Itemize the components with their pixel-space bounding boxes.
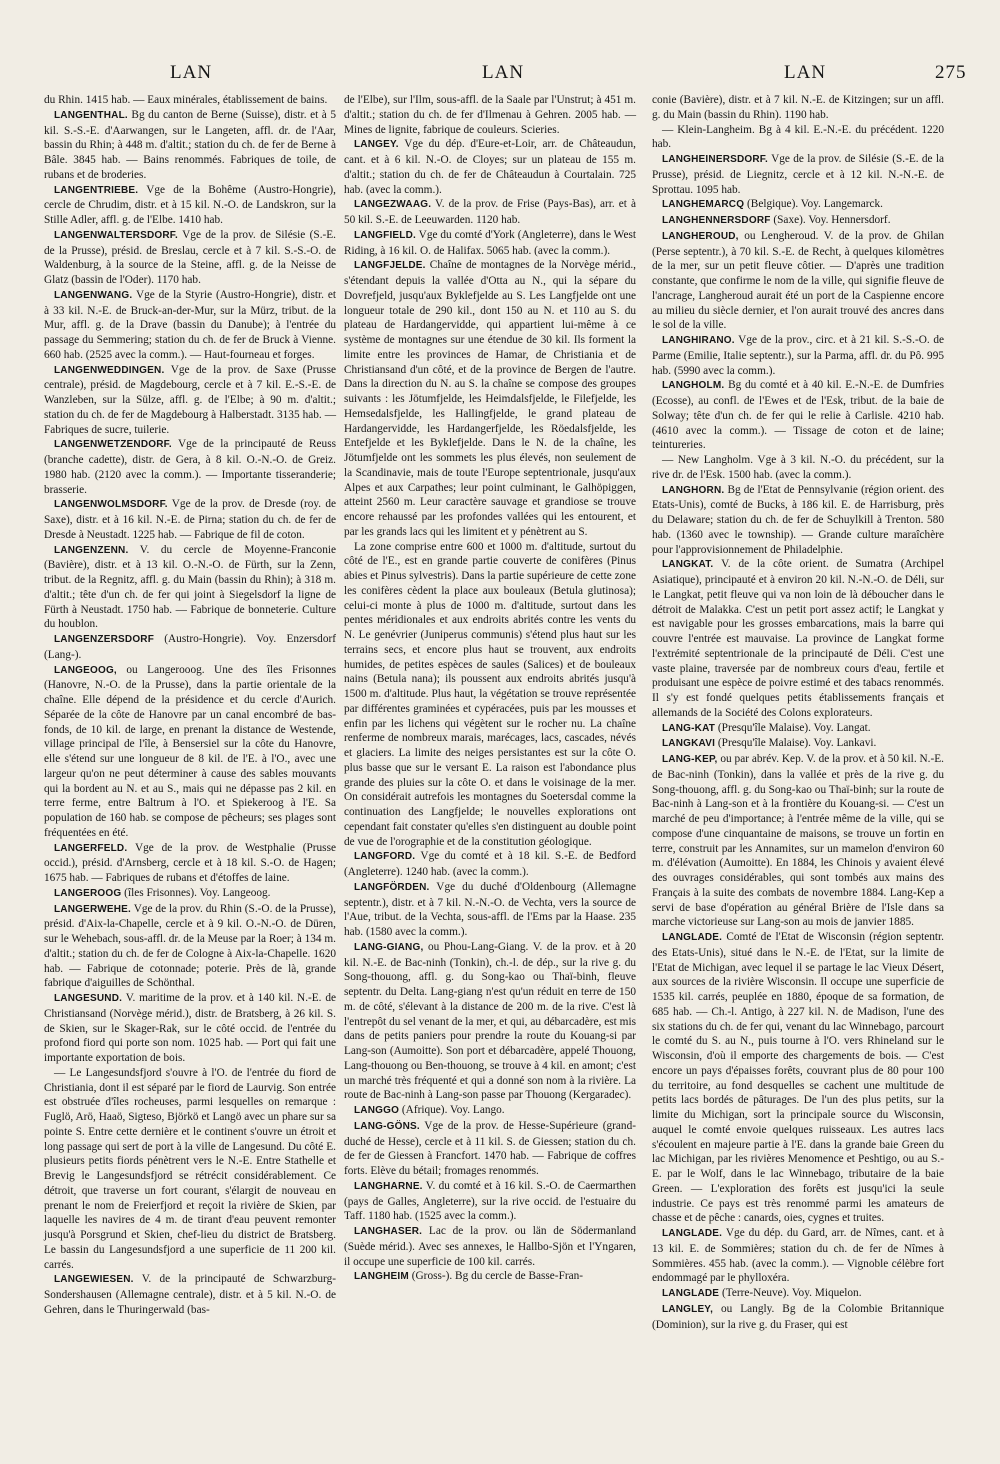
entry-headword: LANG-GIANG, bbox=[354, 941, 424, 953]
entry-text: — New Langholm. Vge à 3 kil. N.-O. du précédent, sur la rive dr. de l'Esk. 1500 hab. (avec la comm.). bbox=[652, 454, 944, 481]
entry-text: Bg du canton de Berne (Suisse), distr. et à 5 kil. S.-S.-E. d'Aarwangen, sur le Langeten, affl. dr. de l'Aar, bassin du Rhin; à 448 m. d'altit.; station du ch. de fer de Berne à Bâle. 3845 hab. — Bains renommés. Fabriques de toile, de rubans et de broderies. bbox=[44, 108, 336, 181]
entry-headword: LANGENZERSDORF bbox=[54, 634, 155, 645]
entry-headword: LANGENWOLMSDORF. bbox=[54, 499, 168, 511]
entry-headword: LANGHEIM bbox=[354, 1271, 409, 1283]
entry-headword: LANGHEROUD, bbox=[662, 230, 739, 242]
entry-headword: LANGFIELD. bbox=[354, 229, 416, 241]
entry-headword: LANGFJELDE. bbox=[354, 260, 426, 272]
entry-text: La zone comprise entre 600 et 1000 m. d'altitude, surtout du côté de l'E., est en grande partie couverte de conifères (Pinus abies et Pinus sylvestris). Dans la partie supérieure de cette zone les conifères cèdent la place aux bouleaux (Betula glutinosa); celui-ci monte à plus de 1000 m. d'altitude, surtout dans les pentes méridionales et aux endroits abrités contre les vents du N. Le genévrier (Juniperus communis) s'étend plus haut sur les terrains secs, et encore plus haut se trouvent, aux endroits humides, de petites espèces de saules (Salices) et de bouleaux nains (Betula nana); ils poussent aux endroits abrités jusqu'à 1500 m. d'altitude. Plus haut, la végétation se trouve représentée par différentes graminées et cypéracées, puis par les mousses et enfin par les lichens qui végètent sur le rocher nu. La chaîne renferme de nombreux marais, marécages, lacs, cascades, névés et glaciers. La limite des neiges persistantes est sur la côte O. plus basse que sur le versant E. La raison est l'abondance plus grande des pluies sur la côte O. et dans le voisinage de la mer. On considérait autrefois les montagnes du Soetersdal comme la continuation des Langfjelde; le nouvelles explorations ont cependant fait constater qu'elles s'en distinguent au double point de vue de l'orographie et de la constitution géologique. bbox=[344, 540, 636, 848]
entry-headword: LANGKAVI bbox=[662, 738, 716, 750]
entry-text: conie (Bavière), distr. et à 7 kil. N.-E. de Kitzingen; sur un affl. g. du Main (bassin du Rhin). 1190 hab. bbox=[652, 94, 944, 121]
entry-headword: LANGHIRANO. bbox=[662, 335, 735, 346]
entry-text: ou Lengheroud. V. de la prov. de Ghilan (Perse septentr.), à 70 kil. S.-E. de Recht, à quelques kilomètres de la mer, sur un petit fleuve côtier. — D'après une tradition constante, que confirme le nom de la ville, qui signifie fleuve de l'ancrage, Langheroud aurait été un port de la Caspienne encore au milieu du siècle dernier, et l'on aurait trouvé des ancres dans le sol de la ville. bbox=[652, 229, 944, 332]
text-column-2 bbox=[344, 93, 636, 1285]
entry-headword: LANGERWEHE. bbox=[54, 903, 132, 915]
dictionary-entry bbox=[344, 940, 636, 1103]
dictionary-entry bbox=[44, 93, 336, 108]
dictionary-entry bbox=[44, 632, 336, 663]
dictionary-entry bbox=[652, 197, 944, 213]
entry-text: du Rhin. 1415 hab. — Eaux minérales, établissement de bains. bbox=[44, 94, 328, 106]
dictionary-entry bbox=[344, 258, 636, 539]
entry-text: V. de la côte orient. de Sumatra (Archipel Asiatique), principauté et à environ 20 kil. N.-N.-O. de Déli, sur le Langkat, petit fleuve qui va non loin de là déboucher dans le détroit de Malakka. C'est un petit port assez actif; le Langkat y est navigable pour les grosses embarcations, mais la barre qui couvre l'entrée est mauvaise. La province de Langkat forme l'extrémité septentrionale de la principauté de Déli. C'est une vaste plaine, traversée par de nombreux cours d'eau, fertile et produisant une espèce de poivre estimé et des tabacs renommés. Il s'y est fondé quelques petits établissements français et allemands de la Société des Colons explorateurs. bbox=[652, 558, 944, 719]
entry-text: ou Langly. Bg de la Colombie Britannique (Dominion), sur la rive g. du Fraser, qui est bbox=[652, 1302, 944, 1331]
entry-headword: LANGHEINERSDORF. bbox=[662, 154, 768, 165]
entry-text: Vge de la prov. de Silésie (S.-E. de la Prusse), présid. de Breslau, cercle et à 7 kil. S.-S.-O. de Waldenburg, à la source de la Steine, affl. g. de la Neisse de Glatz (bassin de l'Oder). 1170 hab. bbox=[44, 228, 336, 286]
dictionary-entry bbox=[344, 1269, 636, 1285]
dictionary-entry bbox=[652, 721, 944, 737]
dictionary-entry bbox=[44, 497, 336, 542]
entry-headword: LANGHOLM. bbox=[662, 380, 725, 392]
dictionary-entry bbox=[44, 1272, 336, 1317]
dictionary-entry bbox=[44, 363, 336, 438]
dictionary-entry bbox=[44, 841, 336, 886]
entry-text: (Presqu'île Malaise). Voy. Langat. bbox=[715, 721, 871, 734]
dictionary-entry bbox=[652, 378, 944, 453]
entry-text: Bg de l'Etat de Pennsylvanie (région orient. des Etats-Unis), comté de Bucks, à 186 kil. E. de Harrisburg, près du Delaware; station du ch. de fer de Schuylkill à Trenton. 580 hab. (1360 avec le township). — Grande culture maraîchère pour l'approvisionnement de Philadelphie. bbox=[652, 483, 944, 556]
dictionary-entry bbox=[652, 123, 944, 153]
entry-text: ou Langerooog. Une des îles Frisonnes (Hanovre, N.-O. de la Prusse), dans la partie orientale de la chaîne. Elle dépend de la présidence et du cercle d'Aurich. Séparée de la côte de Hanovre par un canal encombré de bas-fonds, de 10 kil. de large, en prenant la distance de Westende, village principal de l'île, à Bensersiel sur la côte du Hanovre, elle s'étend sur une longueur de 8 kil. de l'E. à l'O., avec une largeur qu'on ne peut déterminer à cause des sables mouvants qui la bordent au N. et au S., mais qui ne dépasse pas 2 kil. en terre ferme, entre Baltrum à l'O. et Spiekeroog à l'E. Sa population de 160 hab. se compose de pêcheurs; ses plages sont fréquentées en été. bbox=[44, 663, 336, 839]
entry-headword: LANGEZWAAG. bbox=[354, 199, 432, 211]
dictionary-entry bbox=[44, 288, 336, 363]
entry-text: Vge de la prov. de Silésie (S.-E. de la Prusse), présid. de Liegnitz, cercle et à 12 kil. N.-N.-E. de Sprottau. 1095 hab. bbox=[652, 153, 944, 196]
dictionary-entry bbox=[652, 736, 944, 752]
dictionary-entry bbox=[44, 543, 336, 633]
entry-text: Vge de la prov. de Westphalie (Prusse occid.), présid. d'Arnsberg, cercle et à 18 kil. S.-O. de Hagen; 1675 hab. — Fabriques de rubans et d'étoffes de laine. bbox=[44, 841, 336, 884]
entry-headword: LANGLEY, bbox=[662, 1303, 714, 1315]
entry-headword: LANGFORD. bbox=[354, 851, 416, 863]
dictionary-entry bbox=[344, 93, 636, 137]
entry-headword: LANGLADE bbox=[662, 1288, 720, 1299]
dictionary-entry bbox=[652, 1302, 944, 1333]
entry-text: Vge de la prov. de Dresde (roy. de Saxe), distr. et à 16 kil. N.-E. de Pirna; station du ch. de fer de Dresde à Neustadt. 1225 hab. — Fabrique de fil de coton. bbox=[44, 498, 336, 541]
entry-headword: LANGEWIESEN. bbox=[54, 1274, 134, 1286]
entry-text: ou par abrév. Kep. V. de la prov. et à 50 kil. N.-E. de Bac-ninh (Tonkin), dans la vallée et près de la rive g. du Song-thouong, affl. g. du Song-kao ou Thaï-binh; sur la route de Bac-ninh à Lang-son et à la frontière du Kouang-si. — C'est un marché de peu d'importance; à l'entrée même de la ville, qui se compose d'une cinquantaine de maisons, se trouve un fortin en terre, construit par les Annamites, sur un mamelon d'environ 60 m. d'élévation (Aumoitte). En 1884, les Chinois y avaient élevé des ouvrages considérables, qui sont tombés aux mains des Français à la suite des combats de novembre 1884. Lang-Kep a servi de base d'opération au général Brière de l'Isle dans sa marche victorieuse sur Lang-son au mois de janvier 1885. bbox=[652, 753, 944, 929]
entry-headword: LANGENWALTERSDORF. bbox=[54, 229, 178, 241]
entry-text: Vge de la prov., circ. et à 21 kil. S.-S.-O. de Parme (Emilie, Italie septentr.), sur la Parma, affl. dr. du Pô. 995 hab. (5990 avec la comm.). bbox=[652, 334, 944, 377]
entry-headword: LANGLADE. bbox=[662, 1228, 723, 1239]
entry-text: Vge du duché d'Oldenbourg (Allemagne septentr.), distr. et à 7 kil. N.-N.-O. de Vechta, vers la source de l'Aue, tribut. de la Vechta, sous-affl. de l'Ems par la Haase. 235 hab. (1580 avec la comm.). bbox=[344, 880, 636, 938]
text-column-3 bbox=[652, 93, 944, 1332]
running-header-center: LAN bbox=[482, 62, 525, 83]
dictionary-entry bbox=[652, 1286, 944, 1302]
dictionary-entry bbox=[652, 213, 944, 229]
entry-text: (Gross-). Bg du cercle de Basse-Fran- bbox=[408, 1270, 584, 1283]
entry-text: Vge de la prov. de Hesse-Supérieure (grand-duché de Hesse), cercle et à 11 kil. S. de Giessen; station du ch. de fer de Giessen à Francfort. 1470 hab. — Fabrique de coffres forts. Elève du bétail; fromages renommés. bbox=[344, 1119, 636, 1177]
entry-headword: LANGEY. bbox=[354, 139, 399, 151]
dictionary-entry bbox=[652, 557, 944, 720]
entry-headword: LANGGO bbox=[354, 1105, 400, 1116]
entry-headword: LANGENTHAL. bbox=[54, 109, 128, 121]
dictionary-entry bbox=[344, 540, 636, 850]
entry-text: Vge de la Bohême (Austro-Hongrie), cercle de Chrudim, distr. et à 15 kil. N.-O. de Landskron, sur la Stille Adler, affl. g. de l'Elbe. 1410 hab. bbox=[44, 183, 336, 226]
entry-headword: LANGENWETZENDORF. bbox=[54, 439, 172, 451]
entry-headword: LANGERFELD. bbox=[54, 842, 128, 854]
entry-headword: LANGENWANG. bbox=[54, 289, 133, 301]
dictionary-entry bbox=[44, 902, 336, 992]
entry-text: de l'Elbe), sur l'Ilm, sous-affl. de la Saale par l'Unstrut; à 451 m. d'altit.; station du ch. de fer d'Ilmenau à Gehren. 2005 hab. — Mines de lignite, fabrique de couleurs. Scieries. bbox=[344, 94, 636, 136]
entry-headword: LANGHARNE. bbox=[354, 1180, 423, 1192]
running-header-right: LAN bbox=[784, 62, 827, 83]
dictionary-entry bbox=[652, 1226, 944, 1286]
entry-headword: LANG-KEP, bbox=[662, 754, 718, 765]
entry-text: (Belgique). Voy. Langemarck. bbox=[744, 198, 883, 211]
page-number: 275 bbox=[935, 62, 967, 83]
dictionary-entry bbox=[344, 228, 636, 259]
dictionary-entry bbox=[44, 183, 336, 228]
entry-headword: LANGEROOG bbox=[54, 887, 122, 899]
entry-text: Comté de l'Etat de Wisconsin (région septentr. des Etats-Unis), situé dans le N.-E. de l'Etat, sur la limite de l'Etat de Michigan, avec lequel il se partage le lac Vieux Désert, aux sources de la rivière Wisconsin. Il occupe une superficie de 1535 kil. carrés, peuplée en 1880, époque de sa formation, de 685 hab. — Ch.-l. Antigo, à 227 kil. N. de Madison, l'une des six stations du ch. de fer qui, venant du lac Winnebago, parcourt le comté du S. au N., puis tourne à l'O. vers Rhineland sur le Wisconsin, d'où il emporte des chargements de bois. — C'est encore un pays d'épaisses forêts, couvrant plus de 80 pour 100 du territoire, au fond desquelles se cachent une multitude de petits lacs bordés de pâturages. De l'un des plus petits, sur la limite du Michigan, sort la principale source du Wisconsin, auquel le comté envoie quelques ruisseaux. Les autres lacs s'écoulent en majeure partie à l'E. dans la grande baie Green du lac Michigan, par les rivières Menomence et Peshtigo, ou au S.-E. par le Wolf, dans le lac Winnebago, tributaire de la baie Green. — L'exploration des forêts est jusqu'ici la seule industrie. Ce pays est très renommé parmi les amateurs de chasse et de pêche : canards, oies, cygnes et truites. bbox=[652, 931, 944, 1225]
entry-headword: LANGENTRIEBE. bbox=[54, 184, 139, 196]
entry-text: V. du comté et à 16 kil. S.-O. de Caermarthen (pays de Galles, Angleterre), sur la rive occid. de l'estuaire du Taff. 1180 hab. (1525 avec la comm.). bbox=[344, 1179, 636, 1223]
text-column-1 bbox=[44, 93, 336, 1318]
entry-text: (Afrique). Voy. Lango. bbox=[399, 1104, 505, 1116]
entry-text: Vge du comté d'York (Angleterre), dans le West Riding, à 16 kil. O. de Halifax. 5065 hab. (avec la comm.). bbox=[344, 228, 636, 257]
entry-headword: LANGLADE. bbox=[662, 932, 723, 943]
dictionary-entry bbox=[652, 930, 944, 1226]
dictionary-entry bbox=[652, 333, 944, 378]
dictionary-entry bbox=[652, 229, 944, 333]
dictionary-entry bbox=[44, 663, 336, 841]
entry-text: V. de la principauté de Schwarzburg-Sondershausen (Allemagne centrale), distr. et à 5 kil. N.-O. de Gehren, dans le Thuringerwald (bas- bbox=[44, 1273, 336, 1316]
entry-text: — Le Langesundsfjord s'ouvre à l'O. de l'entrée du fiord de Christiania, dont il est séparé par le fiord de Laurvig. Son entrée est obstruée d'îles rocheuses, parmi lesquelles on remarque : Fuglö, Arö, Haaö, Sigteso, Björkö et Langö avec un phare sur sa pointe S. Entre cette dernière et le continent s'ouvre un étroit et long passage qui sert de port à la ville de Langesund. Du côté E. plusieurs petits fiords pénètrent vers le N.-E. Entre Stathelle et Brevig le Langesundsfjord se rétrécit considérablement. Ce détroit, que traverse un fort courant, s'élargit de nouveau en prenant le nom de Freierfjord et reçoit la rivière de Skien, par laquelle les navires de 4 m. de tirant d'eau peuvent remonter jusqu'à Porsgrund et Skien, chef-lieu du district de Bratsberg. Le bassin du Langesundsfjord a une superficie de 11 200 kil. carrés. bbox=[44, 1066, 336, 1271]
entry-text: (Terre-Neuve). Voy. Miquelon. bbox=[719, 1287, 862, 1299]
dictionary-entry bbox=[344, 1103, 636, 1119]
entry-headword: LANGFÖRDEN. bbox=[354, 881, 430, 893]
dictionary-entry bbox=[44, 437, 336, 497]
dictionary-entry bbox=[652, 752, 944, 930]
entry-text: Bg du comté et à 40 kil. E.-N.-E. de Dumfries (Ecosse), au confl. de l'Ewes et de l'Esk, tribut. de la baie de Solway; tête d'un ch. de fer qui le relie à Carlisle. 4210 hab. (4610 avec la comm.). — Tissage de coton et de laine; teintureries. bbox=[652, 379, 944, 452]
entry-text: Vge du dép. du Gard, arr. de Nîmes, cant. et à 13 kil. E. de Sommières; station du ch. de fer de Nîmes à Sommières. 455 hab. (avec la comm.). — Vignoble célèbre fort endommagé par le phylloxéra. bbox=[652, 1227, 944, 1285]
entry-headword: LANGENZENN. bbox=[54, 544, 129, 556]
entry-headword: LANG-KAT bbox=[662, 722, 716, 734]
dictionary-entry bbox=[344, 849, 636, 880]
entry-headword: LANGHEMARCQ bbox=[662, 199, 745, 211]
entry-text: (Austro-Hongrie). Voy. Enzersdorf (Lang-). bbox=[44, 633, 336, 661]
entry-text: Vge de la Styrie (Austro-Hongrie), distr. et à 33 kil. N.-E. de Bruck-an-der-Mur, sur la Mürz, tribut. de la Mur, affl. g. de la Drave (bassin du Danube); à l'entrée du passage du Semmering; station du ch. de fer de Bruck à Vienne. 660 hab. (2525 avec la comm.). — Haut-fourneau et forges. bbox=[44, 288, 336, 361]
entry-headword: LANGHASER. bbox=[354, 1226, 423, 1237]
entry-text: Lac de la prov. ou län de Södermanland (Suède mérid.). Avec ses annexes, le Hallbo-Sjön et l'Yngaren, il occupe une superficie de 100 kil. carrés. bbox=[344, 1225, 636, 1268]
dictionary-entry bbox=[344, 1224, 636, 1269]
entry-text: (îles Frisonnes). Voy. Langeoog. bbox=[121, 886, 271, 899]
entry-text: Vge de la principauté de Reuss (branche cadette), distr. de Gera, à 8 kil. O.-N.-O. de Greiz. 1980 hab. (2120 avec la comm.). — Importante tisseranderie; brasserie. bbox=[44, 438, 336, 496]
running-header-left: LAN bbox=[170, 62, 213, 83]
entry-text: Chaîne de montagnes de la Norvège mérid., s'étendant depuis la vallée d'Otta au N., qui la sépare du Dovrefjeld, jusqu'aux Byklefjelde au S. Les Langfjelde ont une longueur totale de 290 kil., dont 150 au N. et 110 au S. du plateau de Hardangervidde, qui appartient lui-même à ce système de montagnes sur une étendue de 30 kil. Ils forment la limite entre les provinces de Hamar, de Christiania et de Christiansand d'un côté, et de la province de Bergen de l'autre. Dans la direction du N. au S. la chaîne se compose des groupes suivants : les Jötumfjelde, les Heimdalsfjelde, le Filefjelde, les Hemsedalsfjelde, les Hallingfjelde, le grand plateau de Hardangervidde, les Hardangerfjelde, les Röedalsfjelde, les Entefjelde et les Byklefjelde. Dans le N. de la chaîne, les Jötumfjelde ont les sommets les plus élevés, non seulement de la Scandinavie, mais de toute l'Europe septentrionale, jusqu'aux Alpes et aux Carpathes; leur point culminant, le Galhöpiggen, atteint 2560 m. Leur caractère sauvage et grandiose se trouve encore rehaussé par les profondes vallées qui les entourent, et par les grands lacs qui les limitent et y pénètrent au S. bbox=[344, 259, 636, 538]
entry-text: V. de la prov. de Frise (Pays-Bas), arr. et à 50 kil. S.-E. de Leeuwarden. 1120 hab. bbox=[344, 198, 636, 226]
entry-headword: LANGHORN. bbox=[662, 484, 725, 496]
entry-headword: LANGEOOG, bbox=[54, 664, 117, 676]
entry-text: V. du cercle de Moyenne-Franconie (Bavière), distr. et à 13 kil. O.-N.-O. de Fürth, sur la Zenn, tribut. de la Regnitz, affl. g. du Main (bassin du Rhin); à 318 m. d'altit.; tête d'un ch. de fer qui joint à Siegelsdorf la ligne de Fürth à Neustadt. 1750 hab. — Fabrique de bonneterie. Culture du houblon. bbox=[44, 543, 336, 631]
dictionary-entry bbox=[344, 1179, 636, 1224]
dictionary-entry bbox=[344, 880, 636, 940]
entry-text: (Saxe). Voy. Hennersdorf. bbox=[770, 214, 891, 226]
entry-text: Vge de la prov. de Saxe (Prusse centrale), présid. de Magdebourg, cercle et à 7 kil. E.-S.-E. de Wanzleben, sur la Sülze, affl. g. de l'Elbe; à 90 m. d'altit.; station du ch. de fer de Magdebourg à Halberstadt. 3135 hab. — Fabriques de sucre, tuilerie. bbox=[44, 363, 336, 436]
entry-headword: LANGKAT. bbox=[662, 559, 714, 571]
dictionary-entry bbox=[44, 228, 336, 288]
dictionary-entry bbox=[44, 886, 336, 902]
dictionary-entry bbox=[44, 1066, 336, 1273]
entry-text: — Klein-Langheim. Bg à 4 kil. E.-N.-E. du précédent. 1220 hab. bbox=[652, 123, 944, 151]
dictionary-entry bbox=[344, 1119, 636, 1179]
dictionary-entry bbox=[344, 137, 636, 197]
entry-text: ou Phou-Lang-Giang. V. de la prov. et à 20 kil. N.-E. de Bac-ninh (Tonkin), ch.-l. de dép., sur la rive g. du Song-thouong, affl. g. du Song-kao ou Thaï-binh, fleuve septentr. du Delta. Lang-giang n'est qu'un réduit en terre de 150 m. de côté, s'élevant à la distance de 200 m. de la rive. C'est là l'entrepôt du sel venant de la mer, et qui, au débarcadère, est mis dans de petits paniers pour prendre la route du Kouang-si par Lang-son (Aumoitte). Son port et débarcadère, appelé Thouong, Lang-thouong ou Ben-thouong, se trouve à 4 kil. en amont; c'est un marché très fréquenté et qui a donné son nom à la rivière. La route de Bac-ninh à Lang-son passe par Thouong (Kergaradec). bbox=[344, 940, 636, 1102]
dictionary-entry bbox=[44, 991, 336, 1066]
entry-text: Vge du dép. d'Eure-et-Loir, arr. de Châteaudun, cant. et à 6 kil. N.-O. de Cloyes; sur un plateau de 155 m. d'altit.; station du ch. de fer de Châteaudun à Courtalain. 725 hab. (avec la comm.). bbox=[344, 138, 636, 196]
entry-text: (Presqu'île Malaise). Voy. Lankavi. bbox=[715, 737, 877, 750]
entry-headword: LANGESUND. bbox=[54, 993, 123, 1004]
entry-text: Vge de la prov. du Rhin (S.-O. de la Prusse), présid. d'Aix-la-Chapelle, cercle et à 9 kil. O.-N.-O. de Düren, sur le Wehebach, sous-affl. dr. de la Meuse par la Roer; à 134 m. d'altit.; station du ch. de fer de Cologne à Aix-la-Chapelle. 1620 hab. — Fabrique de cotonnade; poterie. Près de là, grande fabrique d'aiguilles de Schönthal. bbox=[44, 902, 336, 990]
dictionary-entry bbox=[344, 197, 636, 228]
entry-text: Vge du comté et à 18 kil. S.-E. de Bedford (Angleterre). 1240 hab. (avec la comm.). bbox=[344, 850, 636, 878]
dictionary-entry bbox=[652, 152, 944, 197]
dictionary-entry bbox=[652, 483, 944, 558]
entry-headword: LANGHENNERSDORF bbox=[662, 215, 771, 226]
entry-text: V. maritime de la prov. et à 140 kil. N.-E. de Christiansand (Norvège mérid.), distr. de Bratsberg, à 26 kil. S. de Skien, sur le Skager-Rak, sur le côté occid. de l'entrée du profond fiord qui porte son nom. 1025 hab. — Port qui fait une importante exportation de bois. bbox=[44, 992, 336, 1064]
entry-headword: LANG-GÖNS. bbox=[354, 1120, 420, 1132]
dictionary-entry bbox=[44, 108, 336, 183]
dictionary-entry bbox=[652, 93, 944, 123]
entry-headword: LANGENWEDDINGEN. bbox=[54, 364, 165, 376]
dictionary-entry bbox=[652, 453, 944, 483]
